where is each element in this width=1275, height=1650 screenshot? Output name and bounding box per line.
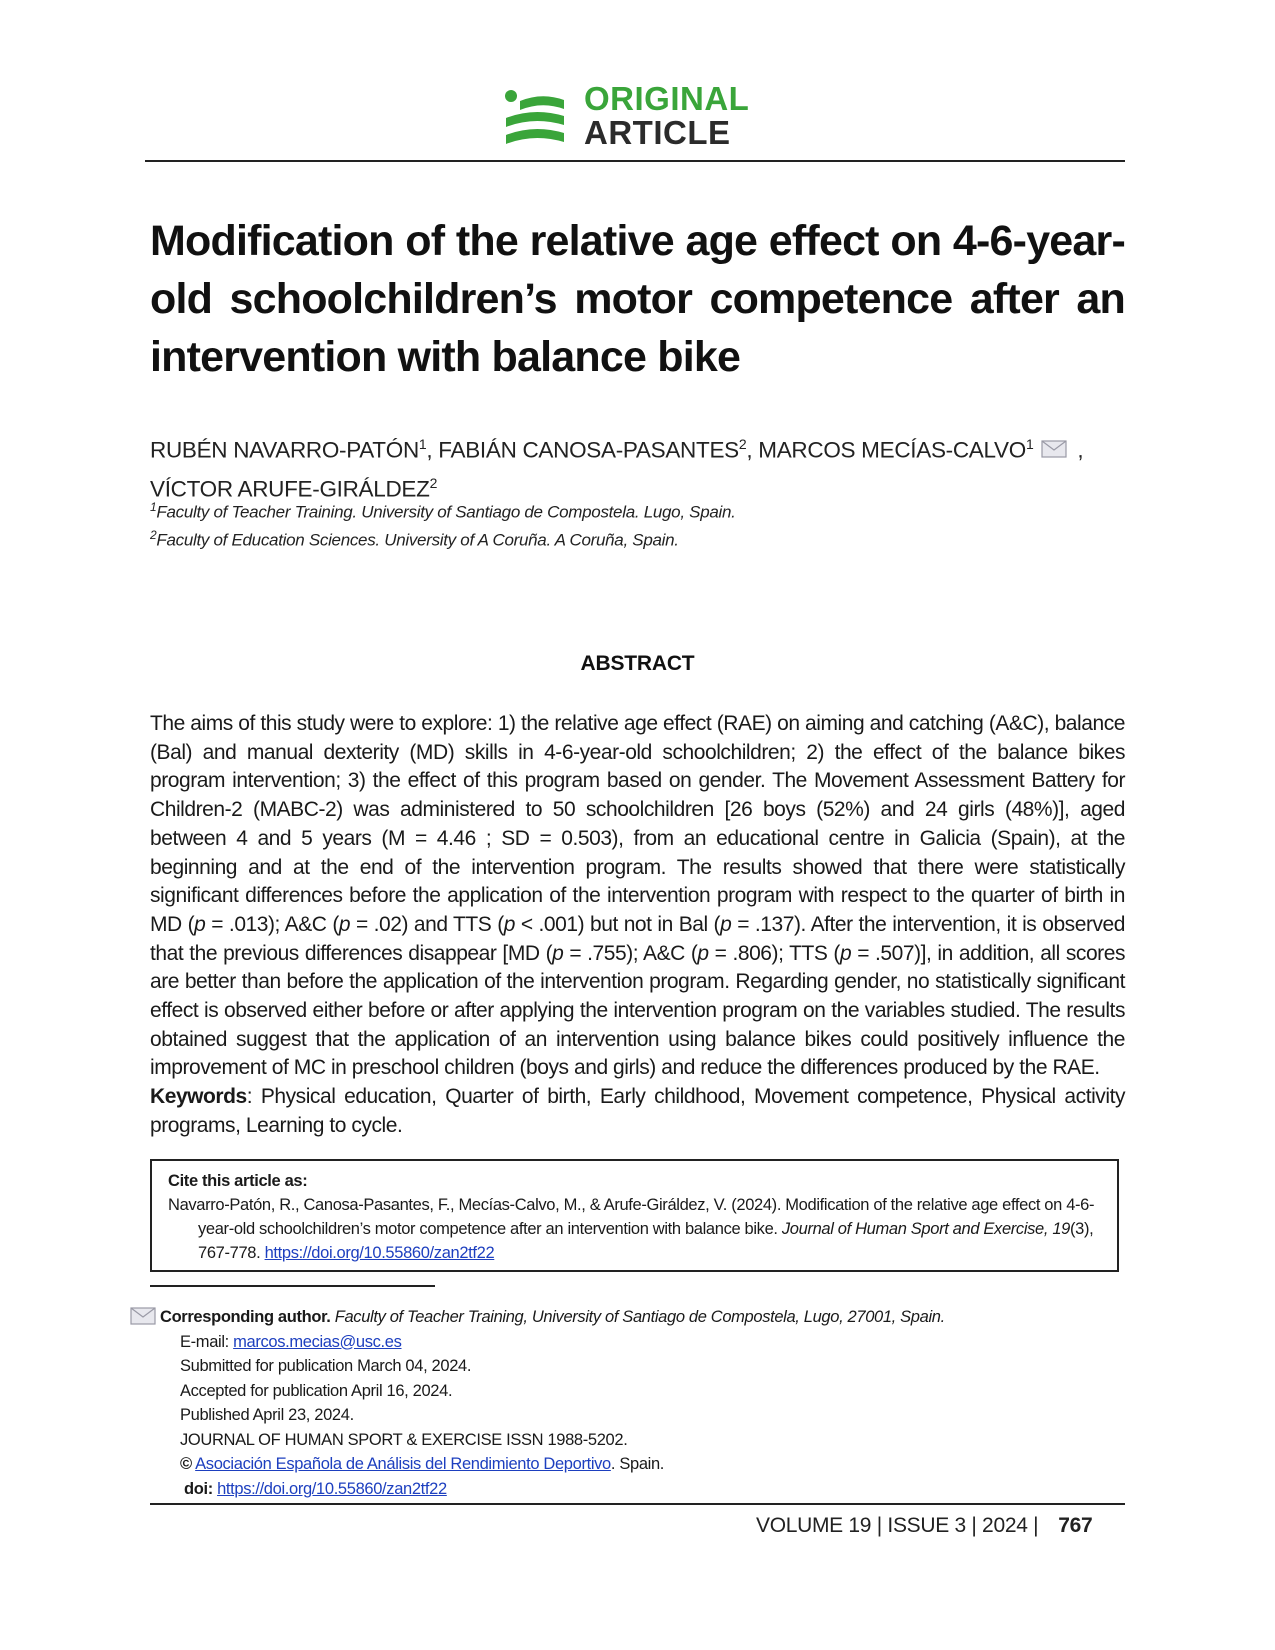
citation-heading: Cite this article as:	[168, 1172, 308, 1190]
volume-issue: VOLUME 19 | ISSUE 3 | 2024 |	[756, 1514, 1039, 1537]
page-number: 767	[1058, 1514, 1093, 1537]
article-title: Modification of the relative age effect on 4-6-year-old schoolchildren’s motor competence after an intervention with balance bike	[150, 217, 1125, 381]
logo-line2: ARTICLE	[584, 114, 731, 151]
publisher-link[interactable]: Asociación Española de Análisis del Rendimiento Deportivo	[195, 1455, 611, 1473]
citation-doi-link[interactable]: https://doi.org/10.55860/zan2tf22	[264, 1244, 495, 1262]
logo-stripes-icon	[502, 88, 568, 148]
submitted-date: Submitted for publication March 04, 2024.	[180, 1357, 472, 1375]
envelope-icon[interactable]	[1041, 440, 1067, 458]
author-3: , MARCOS MECÍAS-CALVO	[746, 437, 1026, 463]
citation-text: Navarro-Patón, R., Canosa-Pasantes, F., Mecías-Calvo, M., & Arufe-Giráldez, V. (2024). Modification of the relative age effect on 4-6-year-old schoolchildren’s motor competence after an intervention with balance bike. Journal of Human Sport and Exercise, 19(3), 767-778. https://doi.org/10.55860/zan2tf22	[168, 1196, 1095, 1262]
citation-box	[150, 1159, 1119, 1272]
corresponding-author-block: Corresponding author. Faculty of Teacher Training, University of Santiago de Compostela, Lugo, 27001, Spain. E-mail: marcos.mecias@usc.es Submitted for publication March 04, 2024. Accepted for publication April 16, 2024. Published April 23, 2024. JOURNAL OF HUMAN SPORT & EXERCISE ISSN 1988-5202. © Asociación Española de Análisis del Rendimiento Deportivo. Spain. doi: https://doi.org/10.55860/zan2tf22	[130, 1305, 1130, 1501]
author-1: RUBÉN NAVARRO-PATÓN	[150, 437, 419, 463]
journal-issn: JOURNAL OF HUMAN SPORT & EXERCISE ISSN 1988-5202.	[180, 1430, 628, 1449]
doi-link[interactable]: https://doi.org/10.55860/zan2tf22	[217, 1479, 447, 1498]
footnote-rule	[150, 1285, 435, 1287]
author-2: , FABIÁN CANOSA-PASANTES	[426, 437, 739, 463]
footer-rule	[150, 1503, 1125, 1505]
header-rule	[145, 160, 1125, 162]
envelope-icon	[130, 1307, 156, 1325]
abstract-heading: ABSTRACT	[580, 652, 695, 675]
author-list: RUBÉN NAVARRO-PATÓN$^1$, FABIÁN CANOSA-PASANTES$^2$, MARCOS MECÍAS-CALVO$^1$ , VÍCTOR ARUFE-GIRÁLDEZ$^2$	[150, 436, 1084, 501]
affiliation-1: $^1$Faculty of Teacher Training. University of Santiago de Compostela. Lugo, Spain.	[150, 500, 736, 522]
affiliation-2: $^2$Faculty of Education Sciences. University of A Coruña. A Coruña, Spain.	[150, 528, 679, 550]
author-4: , VÍCTOR ARUFE-GIRÁLDEZ	[150, 437, 1084, 501]
logo-line1: ORIGINAL	[584, 80, 750, 117]
published-date: Published April 23, 2024.	[180, 1406, 354, 1424]
journal-logo	[502, 80, 782, 151]
abstract-body: The aims of this study were to explore: 1) the relative age effect (RAE) on aiming and catching (A&C), balance (Bal) and manual dexterity (MD) skills in 4-6-year-old schoolchildren; 2) the effect of the balance bikes program intervention; 3) the effect of this program based on gender. The Movement Assessment Battery for Children-2 (MABC-2) was administered to 50 schoolchildren [26 boys (52%) and 24 girls (48%)], aged between 4 and 5 years (M = 4.46 ; SD = 0.503), from an educational centre in Galicia (Spain), at the beginning and at the end of the intervention program. The results showed that there were statistically significant differences before the application of the intervention program with respect to the quarter of birth in MD (p = .013); A&C (p = .02) and TTS (p < .001) but not in Bal (p = .137). After the intervention, it is observed that the previous differences disappear [MD (p = .755); A&C (p = .806); TTS (p = .507)], in addition, all scores are better than before the application of the intervention program. Regarding gender, no statistically significant effect is observed either before or after applying the intervention program on the variables studied. The results obtained suggest that the application of an intervention using balance bikes could positively influence the improvement of MC in preschool children (boys and girls) and reduce the differences produced by the RAE. Keywords: Physical education, Quarter of birth, Early childhood, Movement competence, Physical activity programs, Learning to cycle.	[150, 710, 1125, 1141]
keywords: Keywords: Physical education, Quarter of birth, Early childhood, Movement competence, Physical activity programs, Learning to cycle.	[150, 1085, 1125, 1137]
accepted-date: Accepted for publication April 16, 2024.	[180, 1381, 453, 1400]
email-link[interactable]: marcos.mecias@usc.es	[233, 1332, 402, 1351]
page-footer	[756, 1514, 1092, 1538]
